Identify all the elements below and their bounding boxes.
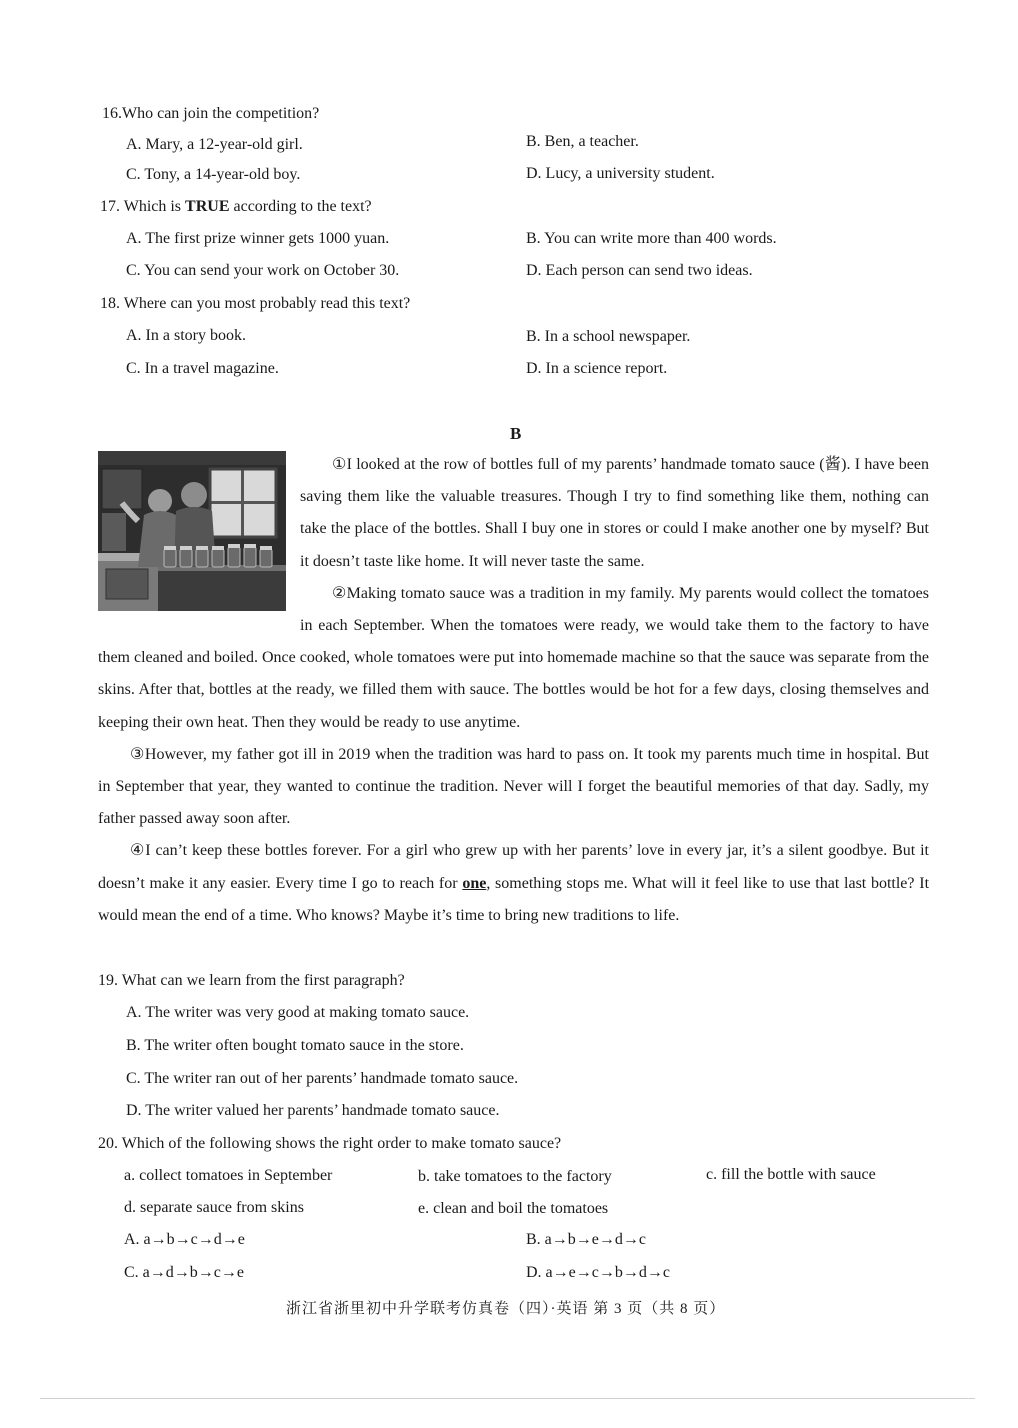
q16-option-a: A. Mary, a 12-year-old girl. — [126, 136, 303, 153]
q19-option-d: D. The writer valued her parents’ handmade tomato sauce. — [126, 1102, 500, 1119]
q20-option-c: C. a→d→b→c→e — [124, 1264, 244, 1281]
q16-option-c: C. Tony, a 14-year-old boy. — [126, 166, 301, 183]
q20-option-b: B. a→b→e→d→c — [526, 1231, 646, 1248]
q20-step-b: b. take tomatoes to the factory — [418, 1168, 612, 1185]
q20-option-a: A. a→b→c→d→e — [124, 1231, 245, 1248]
passage-paragraph-1: ①I looked at the row of bottles full of my parents’ handmade tomato sauce (酱). I have been saving them like the valuable treasures. Though I try to find something like them, nothing can take the place of the bottles. Shall I buy one in stores or could I make another one by myself? But it doesn’t taste like home. It will never taste the same. — [300, 456, 929, 570]
q20-step-c: c. fill the bottle with sauce — [706, 1166, 876, 1183]
passage-b — [98, 449, 929, 932]
q19-option-a: A. The writer was very good at making tomato sauce. — [126, 1004, 470, 1021]
q19-option-c: C. The writer ran out of her parents’ handmade tomato sauce. — [126, 1070, 519, 1087]
q18-stem: 18. Where can you most probably read this text? — [100, 295, 411, 312]
q16-stem: 16.Who can join the competition? — [102, 105, 320, 122]
q18-option-c: C. In a travel magazine. — [126, 360, 279, 377]
q17-option-b: B. You can write more than 400 words. — [526, 230, 777, 247]
passage-paragraph-3: ③However, my father got ill in 2019 when the tradition was hard to pass on. It took my parents much time in hospital. But in September that year, they wanted to continue the tradition. Never will I forget the beautiful memories of that day. Sadly, my father passed away soon after. — [98, 745, 929, 828]
q19-option-b: B. The writer often bought tomato sauce in the store. — [126, 1037, 464, 1054]
q20-stem: 20. Which of the following shows the right order to make tomato sauce? — [98, 1135, 562, 1152]
section-b-title: B — [510, 424, 522, 443]
q16-option-d: D. Lucy, a university student. — [526, 165, 715, 182]
q18-option-b: B. In a school newspaper. — [526, 328, 691, 345]
q20-option-d: D. a→e→c→b→d→c — [526, 1264, 670, 1281]
underlined-word-one: one — [462, 874, 487, 892]
q16-option-b: B. Ben, a teacher. — [526, 133, 639, 150]
passage-paragraph-2: ②Making tomato sauce was a tradition in my family. My parents would collect the tomatoes in each September. When the tomatoes were ready, we would take them to the factory to have them cleaned and boiled. Once cooked, whole tomatoes were put into homemade machine so that the sauce was separate from the skins. After that, bottles at the ready, we filled them with sauce. The bottles would be hot for a few days, closing themselves and keeping their own heat. Then they would be ready to use anytime. — [98, 584, 929, 731]
q20-step-a: a. collect tomatoes in September — [124, 1167, 333, 1184]
passage-paragraph-4: ④I can’t keep these bottles forever. For a girl who grew up with her parents’ love in every jar, it’s a silent goodbye. But it doesn’t make it any easier. Every time I go to reach for one, something stops me. What will it feel like to use that last bottle? It would mean the end of a time. Who knows? Maybe it’s time to bring new traditions to life. — [98, 842, 930, 924]
q17-option-c: C. You can send your work on October 30. — [126, 262, 400, 279]
q20-step-e: e. clean and boil the tomatoes — [418, 1200, 609, 1217]
q20-step-d: d. separate sauce from skins — [124, 1199, 304, 1216]
scan-edge-line — [40, 1398, 975, 1399]
q18-option-a: A. In a story book. — [126, 327, 246, 344]
q19-stem: 19. What can we learn from the first paragraph? — [98, 972, 405, 989]
q17-stem: 17. Which is TRUE according to the text? — [100, 198, 372, 215]
kitchen-family-photo-icon — [98, 451, 286, 611]
page-footer: 浙江省浙里初中升学联考仿真卷（四）·英语 第 3 页（共 8 页） — [286, 1301, 726, 1317]
q17-option-a: A. The first prize winner gets 1000 yuan. — [126, 230, 390, 247]
q17-option-d: D. Each person can send two ideas. — [526, 262, 753, 279]
q18-option-d: D. In a science report. — [526, 360, 668, 377]
